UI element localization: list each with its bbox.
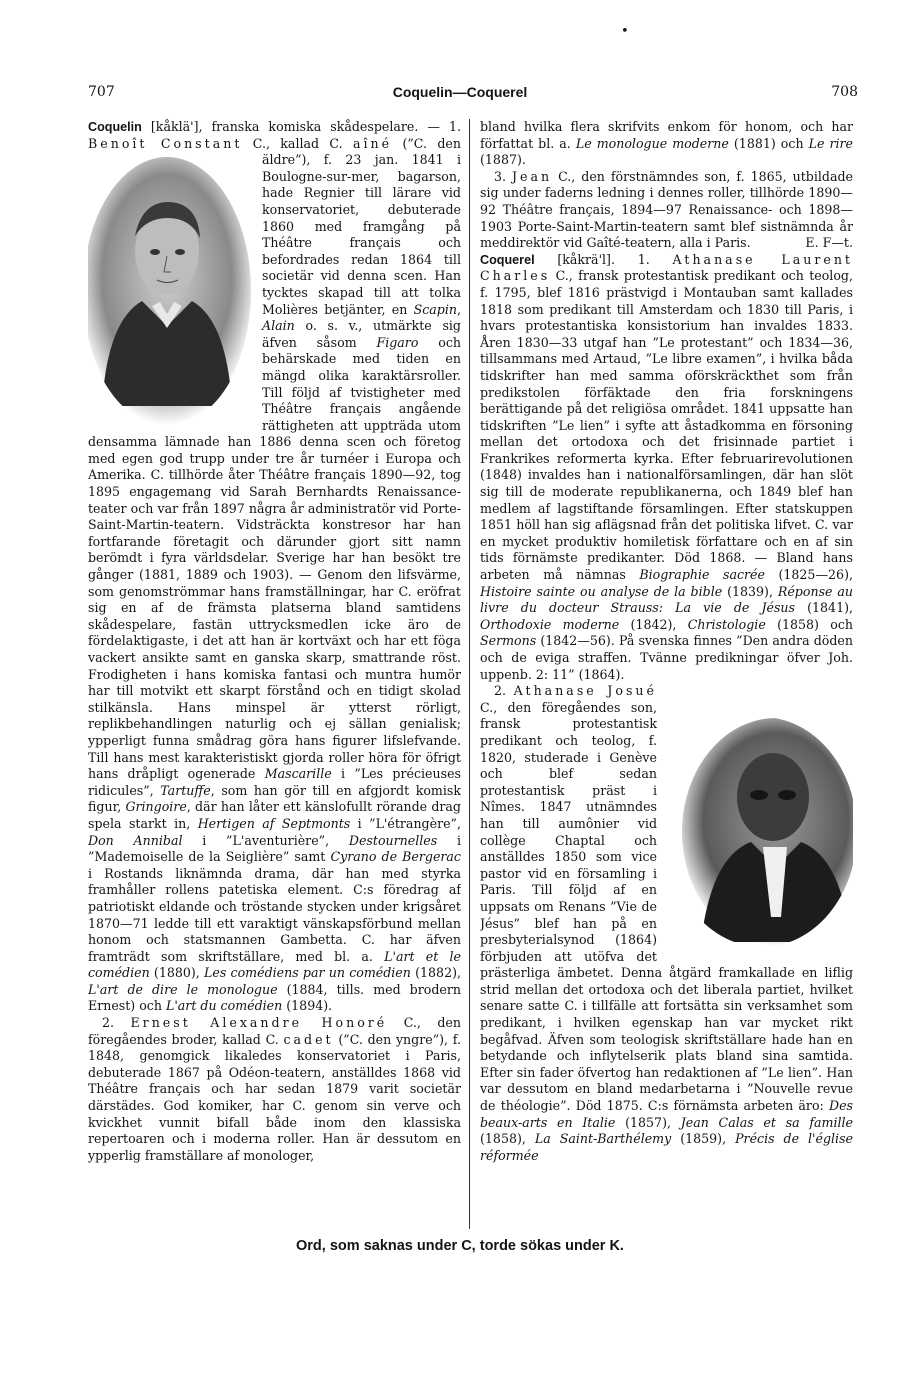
entry-coquelin-3: 3. Jean C., den förstnämndes son, f. 1865, utbildade sig under faderns ledning i dennes roller, tillhörde 1890—92 Théâtre français, 1894—97 Renaissance- och 1898—1903 Porte-Saint-Martin-teatern samt blef sistnämnda år meddirektör vid Gaîté-teatern, alla i Paris. E. F—t.	[480, 168, 853, 251]
entry-coquerel: Coquerel [kåkrä'l]. 1. Athanase Laurent Charles C., fransk protestantisk predikant och teolog, f. 1795, blef 1816 prästvigd i Montauban samt kallades 1818 som predikant till Amsterdam och 1830 till Paris, i hvars protestantiska konsistorium han invaldes 1833. Åren 1830—33 utgaf han ”Le protestant” och 1834—36, tillsammans med Artaud, ”Le libre examen”, i hvilka båda tidskrifter han med samma oförskräckthet som från predikstolen förfäktade den fria forskningens berättigande på det religiösa området. 1841 uppsatte han tidskriften ”Le lien” i syfte att åstadkomma en försoning mellan det ortodoxa och det frisinnade partiet i Frankrikes reformerta kyrka. Efter februarirevolutionen (1848) invaldes han i nationalförsamlingen, där han slöt sig till de moderate republikanerna, och 1849 blef han medlem af lagstiftande församlingen. Efter statskuppen 1851 höll han sig aflägsnad från det politiska lifvet. C. var en mycket produktiv homiletisk författare och en af sin tids förnämste predikanter. Död 1868. — Bland hans arbeten må nämnas Biographie sacrée (1825—26), Histoire sainte ou analyse de la bible (1839), Réponse au livre du docteur Strauss: La vie de Jésus (1841), Orthodoxie moderne (1842), Christologie (1858) och Sermons (1842—56). På svenska finnes ”Den andra döden och de eviga straffen. Tvänne predikningar öfver Joh. uppenb. 2: 11” (1864).	[480, 251, 853, 682]
print-mark: •	[621, 24, 629, 39]
entry-headword: Coquelin	[88, 120, 142, 134]
portrait-coquerel-image	[667, 717, 853, 947]
entry-coquerel-2: 2. Athanase Josué C., den föregåendes son, fransk protestantisk predikant och teolog, f. 1820, studerade i Genève och blef sedan protestantisk präst i Nîmes. 1847 utnämndes han till aumônier vid collège Chaptal och anställdes 1850 som vice pastor vid en församling i Paris. Till följd af en uppsats om Renans ”Vie de Jésus” blef han på en presbyterialsynod (1864) förbjuden att utöfva det prästerliga ämbetet. Denna åtgärd framkallade en liflig strid mellan det ortodoxa och det liberala partiet, hvilket senare satte C. i tillfälle att fortsätta sin verksamhet som predikant, i hvilken egenskap han var mycket rikt begåfvad. Äfven som teologisk skriftställare hade han en betydande och inflytelserik plats bland sina samtida. Efter sin fader öfvertog han redaktionen af ”Le lien”. Han var dessutom en bland medarbetarna i ”Nouvelle revue de théologie”. Död 1875. C:s förnämsta arbeten äro: Des beaux-arts en Italie (1857), Jean Calas et sa famille (1858), La Saint-Barthélemy (1859), Précis de l'église réformée	[480, 683, 853, 1164]
portrait-coquelin-image	[88, 156, 252, 426]
entry-headword: Coquerel	[480, 252, 535, 267]
entry-coquelin-2: 2. Ernest Alexandre Honoré C., den föregåendes broder, kallad C. cadet (”C. den yngre”), f. 1848, genomgick likaledes konservatoriet i Paris, debuterade 1867 på Odéon-teatern, anställdes 1868 vid Théâtre français och har sedan 1879 varit societär därstädes. God komiker, har C. genom sin verve och kvickhet vunnit bifall både inom den klassiska repertoaren och i moderna roller. Han är dessutom en ypperlig framställare af monologer,	[88, 1015, 461, 1163]
page-footer-note: Ord, som saknas under C, torde sökas under K.	[296, 1238, 624, 1254]
page-number-left: 707	[88, 84, 115, 100]
entry-continued: bland hvilka flera skrifvits enkom för honom, och har författat bl. a. Le monologue moderne (1881) och Le rire (1887).	[480, 119, 853, 168]
column-divider	[469, 119, 470, 1229]
page-number-right: 708	[831, 84, 858, 100]
author-signature: E. F—t.	[805, 235, 853, 251]
entry-coquelin: Coquelin [kåklä'], franska komiska skådespelare. — 1. Benoît Constant C., kallad C. aîné (”C. den äldre”), f. 23 jan. 1841 i Boulogne-sur-mer, bagarson, hade Regnier till lärare vid konservatoriet, debuterade 1860 med framgång på Théâtre français och befordrades redan 1864 till societär vid denna scen. Han tycktes skapad till att tolka Molières betjänter, en Scapin, Alain o. s. v., utmärkte sig äfven såsom Figaro och behärskade med tiden en mängd olika karaktärsroller. Till följd af tvistigheter med Théâtre français angående rättigheten att uppträda utom densamma lämnade han 1886 denna scen och företog med egen god trupp under tre år turnéer i Europa och Amerika. C. tillhörde åter Théâtre français 1890—92, tog 1895 engagemang vid Sarah Bernhardts Renaissance-teater och var från 1897 några år administratör vid Porte-Saint-Martin-teatern. Vidsträckta konstresor har han fortfarande företagit och därunder gjort sitt namn berömdt i fyra världsdelar. Sverige har han besökt tre gånger (1881, 1889 och 1903). — Genom den lifsvärme, som genomströmmar hans framställningar, har C. eröfrat sig en af de främsta platserna bland samtidens skådespelare, fastän uttrycksmedlen icke äro de fördelaktigaste, i det att han är kortväxt och har ett föga vackert ansikte samt en ganska skarp, smattrande röst. Frodigheten i hans komiska fantasi och muntra humör har till motvikt ett skarpt förstånd och en tidigt skolad stilkänsla. Hans minspel är ytterst rörligt, replikbehandlingen naturlig och ej sällan genialisk; ypperligt funna smådrag göra hans figurer lifslefvande. Till hans mest karakteristiskt gjorda roller höra för öfrigt hans dråpligt ogenerade Mascarille i ”Les précieuses ridicules”, Tartuffe, som han gör till en afgjordt komisk figur, Gringoire, där han låter ett känslofullt rörande drag spela starkt in, Hertigen af Septmonts i ”L'étrangère”, Don Annibal i ”L'aventurière”, Destournelles i ”Mademoiselle de la Seiglière” samt Cyrano de Bergerac i Rostands liknämnda drama, där han med styrka framhåller rollens patetiska element. C:s föredrag af patriotiskt eldande och tröstande stycken under krigsåret 1870—71 ledde till ett varaktigt vänskapsförbund mellan honom och statsmannen Gambetta. C. har äfven framträdt som skriftställare, med bl. a. L'art et le comédien (1880), Les comédiens par un comédien (1882), L'art de dire le monologue (1884, tills. med brodern Ernest) och L'art du comédien (1894).	[88, 119, 461, 1015]
right-column	[480, 119, 853, 1235]
left-column	[88, 119, 461, 1235]
running-title: Coquelin—Coquerel	[392, 84, 528, 100]
